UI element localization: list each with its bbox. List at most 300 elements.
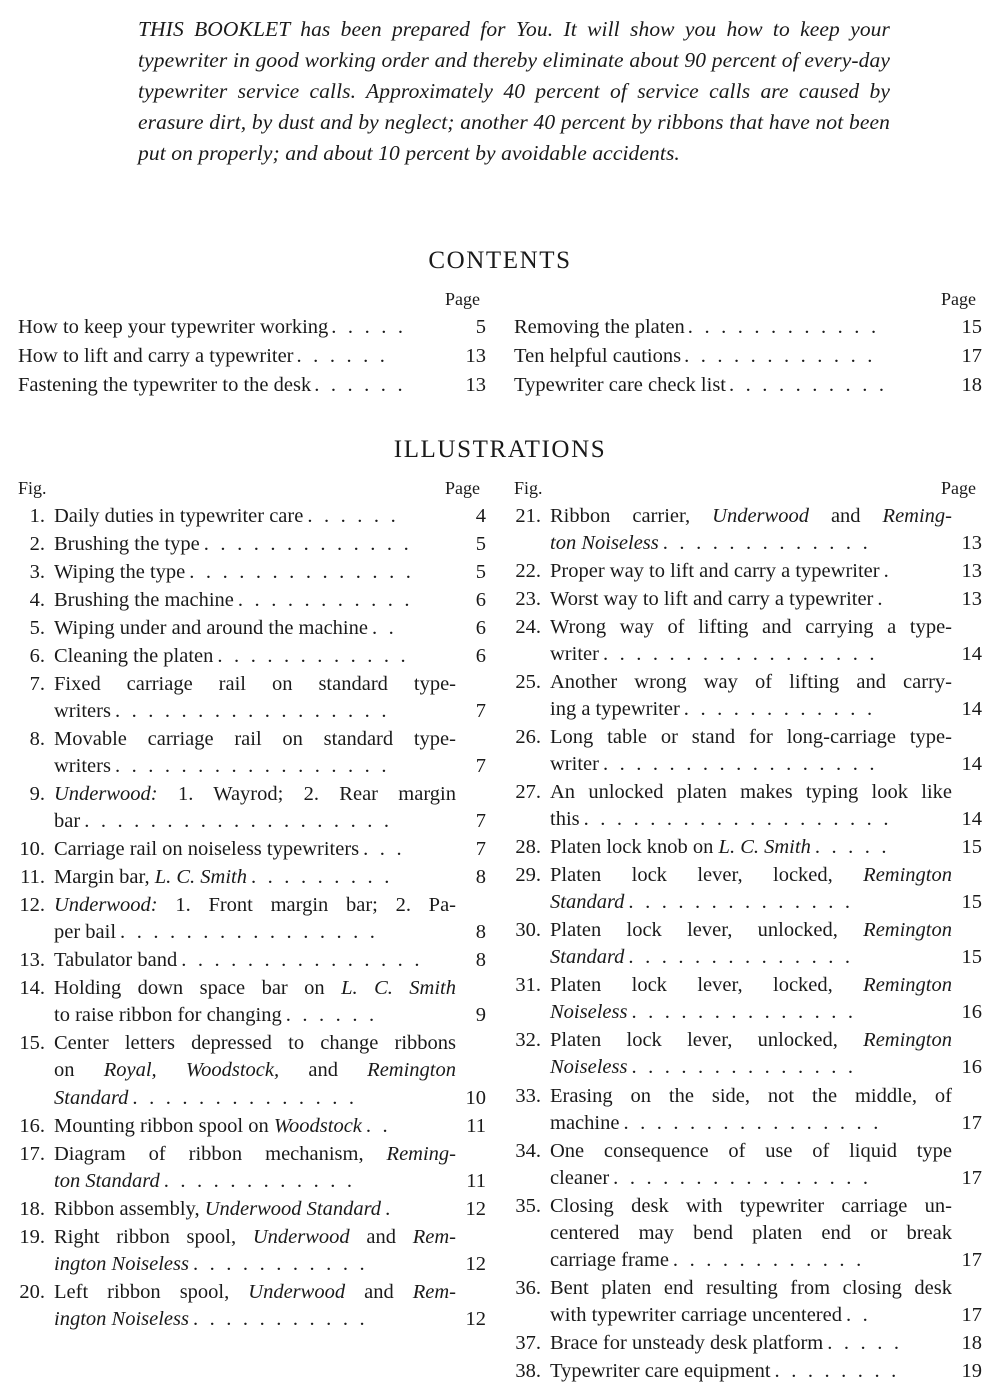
illustration-entry-body <box>550 669 952 723</box>
illustration-entry[interactable] <box>18 587 486 614</box>
illustration-entry-line: Closing desk with typewriter carriage un- <box>550 1194 952 1217</box>
illustration-entry-body <box>54 503 456 530</box>
illustration-entry-line: One consequence of use of liquid type <box>550 1139 952 1162</box>
illustration-entry-text: Worst way to lift and carry a typewriter <box>550 587 874 610</box>
leader-dots: . . . . . <box>827 1331 903 1354</box>
illustration-entry-line <box>550 1054 952 1081</box>
illustration-entry-text: Standard <box>550 891 625 914</box>
leader-dots: . . . . . . . . . . . . <box>684 345 876 368</box>
illustration-entry-text: machine <box>550 1111 620 1134</box>
illustration-figure-number: 26. <box>515 725 541 748</box>
illustration-entry-body <box>54 836 456 863</box>
illustration-figure-number: 35. <box>515 1194 541 1217</box>
illustration-figure-number: 9. <box>29 782 45 805</box>
leader-dots: . . . . . . . . . . . . . . . . <box>120 921 379 944</box>
leader-dots: . . . . . . <box>285 1004 378 1027</box>
illustration-entry-line <box>550 1247 952 1274</box>
illustration-entry-line: Platen lock lever, unlocked, Remington <box>550 919 952 942</box>
contents-entry-page: 17 <box>961 345 982 368</box>
contents-entry[interactable] <box>514 343 982 370</box>
illustration-figure-number: 19. <box>19 1225 45 1248</box>
illustration-entry-page: 8 <box>475 949 486 972</box>
leader-dots: . . . . . . . . . . . . . . . . . <box>602 752 878 775</box>
illustration-entry-line <box>54 1306 456 1333</box>
illustration-entry-page: 8 <box>475 866 486 889</box>
leader-dots: . . . . . . . . . . . . . . . . <box>613 1166 872 1189</box>
illustration-figure-number: 5. <box>29 616 45 639</box>
illustration-entry-page: 13 <box>961 531 982 554</box>
illustration-entry-page: 12 <box>465 1307 486 1330</box>
illustration-figure-number: 7. <box>29 672 45 695</box>
illustration-entry-text: Ribbon assembly, Underwood Standard <box>54 1197 382 1220</box>
leader-dots: . . . . . . . . . . . . <box>683 697 876 720</box>
illustration-entry[interactable] <box>18 1279 486 1333</box>
illustration-entry[interactable] <box>514 917 982 971</box>
illustrations-right-list <box>514 503 982 1386</box>
illustration-entry[interactable] <box>514 862 982 916</box>
leader-dots: . . . . . . . . . . . . . . . . . <box>602 642 878 665</box>
illustration-entry-body <box>54 531 456 558</box>
illustration-entry-line <box>550 889 952 916</box>
illustrations-columns <box>0 478 1000 1386</box>
illustration-entry-body <box>54 587 456 614</box>
illustration-entry-line <box>550 1165 952 1192</box>
contents-entry-line <box>514 343 982 370</box>
illustration-entry-page: 6 <box>475 644 486 667</box>
illustration-entry-page: 19 <box>961 1359 982 1382</box>
illustration-entry-line: Ribbon carrier, Underwood and Reming- <box>550 504 952 527</box>
illustration-entry-line <box>550 1358 952 1385</box>
illustration-figure-number: 21. <box>515 504 541 527</box>
illustration-entry[interactable] <box>514 586 982 613</box>
contents-left-list <box>18 314 486 400</box>
illustration-entry-line: Holding down space bar on L. C. Smith <box>54 977 456 1000</box>
illustration-figure-number: 18. <box>19 1197 45 1220</box>
illustration-entry-line <box>550 1110 952 1137</box>
leader-dots: . . . . . . . . . . . <box>192 1307 368 1330</box>
illustration-entry-page: 14 <box>961 697 982 720</box>
illustration-entry-line: Platen lock lever, locked, Remington <box>550 864 952 887</box>
illustration-entry-body <box>550 917 952 971</box>
illustration-entry-body <box>550 1358 952 1385</box>
illustration-figure-number: 27. <box>515 780 541 803</box>
illustration-entry-body <box>54 643 456 670</box>
illustration-entry-line: centered may bend platen end or break <box>550 1221 952 1244</box>
illustration-entry-text: Wiping the type <box>54 560 186 583</box>
illustration-entry-body <box>54 559 456 586</box>
illustration-entry[interactable] <box>18 531 486 558</box>
leader-dots: . . . . . . . . . . . . . . . . . . . <box>583 808 892 831</box>
illustration-entry[interactable] <box>18 1141 486 1195</box>
leader-dots: . . . . . . . . . . <box>729 374 888 397</box>
illustration-entry-line <box>54 864 456 891</box>
leader-dots: . . . . . . . . . . . . . . . . . <box>114 754 390 777</box>
illustration-entry-line <box>550 696 952 723</box>
leader-dots: . . <box>371 616 397 639</box>
contents-entry-title: Removing the platen <box>514 315 685 338</box>
illustration-figure-number: 37. <box>515 1331 541 1354</box>
illustration-entry[interactable] <box>514 1193 982 1274</box>
document-page <box>0 14 1000 1382</box>
illustration-entry-page: 14 <box>961 642 982 665</box>
illustration-figure-number: 6. <box>29 644 45 667</box>
contents-entry-line <box>18 372 486 399</box>
illustration-entry-line <box>54 643 456 670</box>
illustration-entry-line: Movable carriage rail on standard type- <box>54 727 456 750</box>
illustration-entry-body <box>550 1083 952 1137</box>
contents-entry[interactable] <box>514 372 982 399</box>
illustration-entry-line <box>54 615 456 642</box>
illustration-entry-text: bar <box>54 810 81 833</box>
illustration-entry-text: ton Standard <box>54 1169 160 1192</box>
illustrations-left-fig-label: Fig. <box>18 477 47 498</box>
illustration-entry-page: 17 <box>961 1166 982 1189</box>
illustration-entry[interactable] <box>18 671 486 725</box>
illustration-entry-line <box>54 1251 456 1278</box>
illustration-entry-body <box>54 1141 456 1195</box>
illustration-figure-number: 32. <box>515 1029 541 1052</box>
illustration-entry-text: Proper way to lift and carry a typewriter <box>550 559 880 582</box>
illustration-figure-number: 20. <box>19 1280 45 1303</box>
illustration-entry-body <box>550 503 952 557</box>
illustration-entry-line: Platen lock lever, unlocked, Remington <box>550 1029 952 1052</box>
leader-dots: . . . . . . . . . . . . . . <box>628 891 854 914</box>
leader-dots: . . . . . . . . . . . . . . . . <box>623 1111 882 1134</box>
illustration-figure-number: 10. <box>19 838 45 861</box>
leader-dots: . <box>883 559 892 582</box>
contents-entry-title: How to lift and carry a typewriter <box>18 345 294 368</box>
illustration-entry-page: 11 <box>466 1114 486 1137</box>
leader-dots: . . . . . . . . . . . . . . <box>132 1086 358 1109</box>
leader-dots: . <box>385 1197 394 1220</box>
contents-right-column <box>514 289 982 402</box>
illustration-entry-body <box>54 615 456 642</box>
illustration-entry-body <box>54 671 456 725</box>
illustration-entry-text: cleaner <box>550 1166 610 1189</box>
illustration-figure-number: 30. <box>515 919 541 942</box>
illustration-entry[interactable] <box>514 1358 982 1385</box>
illustration-figure-number: 23. <box>515 587 541 610</box>
leader-dots: . . <box>845 1303 871 1326</box>
illustration-entry[interactable] <box>18 947 486 974</box>
illustration-entry-body <box>550 834 952 861</box>
illustration-entry-page: 16 <box>961 1056 982 1079</box>
illustration-entry-text: Daily duties in typewriter care <box>54 504 304 527</box>
leader-dots: . . . . . . . . . . . . . <box>203 532 412 555</box>
illustration-entry-page: 5 <box>475 532 486 555</box>
illustration-entry[interactable] <box>514 1138 982 1192</box>
illustration-entry[interactable] <box>514 724 982 778</box>
illustration-entry-text: writers <box>54 699 111 722</box>
illustration-entry-body <box>550 1193 952 1274</box>
illustration-entry-line: Bent platen end resulting from closing desk <box>550 1276 952 1299</box>
illustration-entry-line: Underwood: 1. Wayrod; 2. Rear margin <box>54 782 456 805</box>
illustration-entry-page: 6 <box>475 616 486 639</box>
illustration-figure-number: 24. <box>515 615 541 638</box>
illustration-entry-page: 5 <box>475 560 486 583</box>
illustration-entry-body <box>550 1330 952 1357</box>
leader-dots: . . . . . . . . . . . . . . <box>631 1056 857 1079</box>
intro-paragraph: THIS BOOKLET has been prepared for You. It will show you how to keep your typewriter in good working order and thereby eliminate about 90 percent of every-day typewriter service calls. Approximately 40 percent of service calls are caused by erasure dirt, by dust and by neglect; another 40 percent by ribbons that have not been put on properly; and about 10 percent by avoidable accidents. <box>138 17 890 165</box>
contents-right-page-label: Page <box>941 288 976 309</box>
illustration-entry-line: An unlocked platen makes typing look like <box>550 780 952 803</box>
illustration-entry[interactable] <box>514 614 982 668</box>
illustration-entry-text: Noiseless <box>550 1001 628 1024</box>
illustrations-left-list <box>18 503 486 1333</box>
illustration-entry-line <box>54 1196 456 1223</box>
illustration-entry[interactable] <box>514 503 982 557</box>
illustration-entry-text: ton Noiseless <box>550 531 659 554</box>
leader-dots: . . . . . . . . . . . <box>237 588 413 611</box>
contents-left-column <box>18 289 486 402</box>
leader-dots: . . . . . . . . . . . . . . . . . . . <box>84 810 393 833</box>
illustration-entry-page: 14 <box>961 752 982 775</box>
illustration-entry-body <box>54 1196 456 1223</box>
leader-dots: . . . . . . . . . . . . . . . . . <box>114 699 390 722</box>
leader-dots: . . . <box>363 838 405 861</box>
illustration-entry-text: Wiping under and around the machine <box>54 616 368 639</box>
leader-dots: . <box>877 587 886 610</box>
contents-right-header <box>514 289 982 310</box>
illustration-entry[interactable] <box>514 558 982 585</box>
illustration-entry-text: Standard <box>550 946 625 969</box>
leader-dots: . . . . . <box>331 315 407 338</box>
illustration-entry-line <box>54 587 456 614</box>
contents-columns <box>0 289 1000 402</box>
illustration-entry-text: ington Noiseless <box>54 1307 189 1330</box>
illustration-entry-page: 9 <box>475 1004 486 1027</box>
illustration-entry-page: 15 <box>961 836 982 859</box>
illustration-entry-page: 17 <box>961 1248 982 1271</box>
contents-heading: CONTENTS <box>428 246 572 274</box>
leader-dots: . . . . . <box>814 836 890 859</box>
illustration-entry-page: 7 <box>475 754 486 777</box>
illustration-entry-body <box>54 781 456 835</box>
illustration-entry-page: 8 <box>475 921 486 944</box>
illustration-figure-number: 8. <box>29 727 45 750</box>
illustration-entry-text: Tabulator band <box>54 949 178 972</box>
leader-dots: . . . . . . . . . . . . . . <box>628 946 854 969</box>
illustration-entry-line <box>54 1085 456 1112</box>
illustration-entry-body <box>54 864 456 891</box>
illustration-entry-page: 18 <box>961 1331 982 1354</box>
illustration-entry-page: 17 <box>961 1111 982 1134</box>
illustration-entry-body <box>54 947 456 974</box>
contents-entry-line <box>18 314 486 341</box>
illustration-entry[interactable] <box>18 1224 486 1278</box>
leader-dots: . . . . . . . . . . . . . . . <box>181 949 423 972</box>
illustration-entry-line <box>550 999 952 1026</box>
illustration-entry-line: Platen lock lever, locked, Remington <box>550 974 952 997</box>
illustration-entry-page: 10 <box>465 1086 486 1109</box>
illustration-entry-body <box>550 558 952 585</box>
illustration-entry-page: 7 <box>475 810 486 833</box>
illustration-entry-line: Erasing on the side, not the middle, of <box>550 1084 952 1107</box>
illustration-entry[interactable] <box>18 503 486 530</box>
illustration-entry[interactable] <box>514 1275 982 1329</box>
illustrations-right-page-label: Page <box>941 477 976 498</box>
illustration-entry-body <box>550 724 952 778</box>
illustration-entry-text: writer <box>550 642 599 665</box>
illustration-entry-line <box>550 944 952 971</box>
illustrations-left-header <box>18 478 486 499</box>
illustration-entry-body <box>550 779 952 833</box>
illustration-entry[interactable] <box>514 1027 982 1081</box>
contents-entry[interactable] <box>514 314 982 341</box>
illustration-entry-text: Brace for unsteady desk platform <box>550 1331 824 1354</box>
contents-entry-page: 13 <box>465 374 486 397</box>
contents-entry-line <box>514 314 982 341</box>
illustration-entry-line: Center letters depressed to change ribbons <box>54 1032 456 1055</box>
illustration-figure-number: 28. <box>515 836 541 859</box>
leader-dots: . . . . . . . . . . . . <box>163 1169 356 1192</box>
illustration-entry-body <box>550 614 952 668</box>
illustration-entry-text: Platen lock knob on L. C. Smith <box>550 836 811 859</box>
illustration-entry[interactable] <box>18 615 486 642</box>
contents-entry[interactable] <box>18 343 486 370</box>
illustration-entry-line <box>54 1168 456 1195</box>
illustration-entry-line: on Royal, Woodstock, and Remington <box>54 1059 456 1082</box>
illustration-entry-line: Diagram of ribbon mechanism, Reming- <box>54 1142 456 1165</box>
illustration-entry-page: 15 <box>961 891 982 914</box>
illustration-entry[interactable] <box>18 726 486 780</box>
illustration-entry[interactable] <box>18 643 486 670</box>
illustration-entry-text: Typewriter care equipment <box>550 1359 771 1382</box>
illustration-entry-page: 11 <box>466 1169 486 1192</box>
illustration-entry[interactable] <box>18 559 486 586</box>
leader-dots: . . . . . . . . . . . . . <box>662 531 871 554</box>
contents-entry[interactable] <box>18 314 486 341</box>
illustration-figure-number: 17. <box>19 1142 45 1165</box>
illustration-entry-body <box>550 1027 952 1081</box>
contents-right-list <box>514 314 982 400</box>
contents-entry-line <box>514 372 982 399</box>
leader-dots: . . . . . . . . . . . . . . <box>631 1001 857 1024</box>
illustration-entry[interactable] <box>514 834 982 861</box>
illustrations-right-fig-label: Fig. <box>514 477 543 498</box>
leader-dots: . . . . . . . . . . . . <box>687 315 880 338</box>
leader-dots: . . . . . . <box>307 504 399 527</box>
illustration-entry-line <box>54 753 456 780</box>
illustration-entry[interactable] <box>18 1196 486 1223</box>
illustration-entry-page: 13 <box>961 587 982 610</box>
illustration-entry-line: Long table or stand for long-carriage type- <box>550 725 952 748</box>
illustration-entry-text: ington Noiseless <box>54 1252 189 1275</box>
illustration-entry-body <box>54 1030 456 1111</box>
contents-left-header <box>18 289 486 310</box>
illustration-entry[interactable] <box>18 1030 486 1111</box>
illustration-figure-number: 12. <box>19 894 45 917</box>
illustration-entry-line: Fixed carriage rail on standard type- <box>54 672 456 695</box>
illustration-entry-body <box>550 1138 952 1192</box>
illustration-entry-line <box>54 1002 456 1029</box>
illustration-figure-number: 25. <box>515 670 541 693</box>
contents-entry-title: How to keep your typewriter working <box>18 315 329 338</box>
leader-dots: . . . . . . . . . . . . <box>217 644 409 667</box>
contents-entry-title: Typewriter care check list <box>514 374 726 397</box>
illustration-entry[interactable] <box>514 1330 982 1357</box>
illustration-entry-page: 12 <box>465 1252 486 1275</box>
illustration-entry-page: 15 <box>961 946 982 969</box>
illustration-entry-body <box>54 1224 456 1278</box>
leader-dots: . . . . . . . . . . . . <box>672 1248 865 1271</box>
contents-entry-title: Fastening the typewriter to the desk <box>18 374 312 397</box>
illustration-entry-text: Margin bar, L. C. Smith <box>54 866 247 889</box>
illustration-entry-line <box>550 530 952 557</box>
illustration-entry-text: Carriage rail on noiseless typewriters <box>54 838 360 861</box>
illustration-entry[interactable] <box>18 836 486 863</box>
illustration-entry-body <box>550 862 952 916</box>
illustration-entry-line <box>54 808 456 835</box>
illustration-entry[interactable] <box>514 669 982 723</box>
contents-entry-line <box>18 343 486 370</box>
contents-entry-title: Ten helpful cautions <box>514 345 682 368</box>
illustration-entry[interactable] <box>18 864 486 891</box>
illustration-entry-page: 16 <box>961 1001 982 1024</box>
illustration-entry-text: Noiseless <box>550 1056 628 1079</box>
illustration-entry-text: writers <box>54 754 111 777</box>
illustration-entry-body <box>54 975 456 1029</box>
illustration-entry[interactable] <box>514 1083 982 1137</box>
illustration-entry-body <box>54 1113 456 1140</box>
illustration-entry-text: Brushing the machine <box>54 588 234 611</box>
illustration-entry-line <box>54 947 456 974</box>
illustration-entry-line: Right ribbon spool, Underwood and Rem- <box>54 1225 456 1248</box>
illustration-figure-number: 11. <box>20 866 45 889</box>
illustration-entry-line: Wrong way of lifting and carrying a type- <box>550 615 952 638</box>
contents-entry[interactable] <box>18 372 486 399</box>
illustration-figure-number: 36. <box>515 1276 541 1299</box>
contents-entry-page: 18 <box>961 374 982 397</box>
illustration-entry-line <box>54 531 456 558</box>
illustration-entry-text: Standard <box>54 1086 129 1109</box>
illustration-entry-page: 13 <box>961 559 982 582</box>
illustration-entry-line: Another wrong way of lifting and carry- <box>550 670 952 693</box>
leader-dots: . . . . . . . . <box>774 1359 900 1382</box>
illustration-entry-line <box>54 1113 456 1140</box>
illustration-entry-page: 7 <box>475 699 486 722</box>
illustration-entry-page: 17 <box>961 1303 982 1326</box>
illustration-figure-number: 3. <box>29 560 45 583</box>
illustration-entry[interactable] <box>18 1113 486 1140</box>
illustration-entry-body <box>54 726 456 780</box>
illustration-entry-line <box>550 751 952 778</box>
illustration-entry[interactable] <box>514 779 982 833</box>
illustration-entry[interactable] <box>18 781 486 835</box>
leader-dots: . . . . . . <box>314 374 406 397</box>
illustration-entry-line <box>54 836 456 863</box>
illustration-entry-text: this <box>550 808 580 831</box>
illustration-entry[interactable] <box>514 972 982 1026</box>
illustration-entry-line <box>550 558 952 585</box>
illustration-entry-text: with typewriter carriage uncentered <box>550 1303 842 1326</box>
illustrations-left-column <box>18 478 486 1386</box>
illustration-entry-page: 7 <box>475 838 486 861</box>
leader-dots: . . . . . . . . . . . <box>192 1252 368 1275</box>
illustration-entry-body <box>550 972 952 1026</box>
illustration-entry[interactable] <box>18 975 486 1029</box>
illustration-entry-page: 6 <box>475 588 486 611</box>
illustration-figure-number: 34. <box>515 1139 541 1162</box>
illustration-entry[interactable] <box>18 892 486 946</box>
illustration-entry-line <box>550 1330 952 1357</box>
leader-dots: . . . . . . . . . <box>251 866 393 889</box>
illustration-figure-number: 1. <box>29 504 45 527</box>
illustration-entry-line <box>54 919 456 946</box>
illustration-entry-page: 12 <box>465 1197 486 1220</box>
illustration-entry-line <box>550 1302 952 1329</box>
contents-entry-page: 5 <box>475 315 486 338</box>
